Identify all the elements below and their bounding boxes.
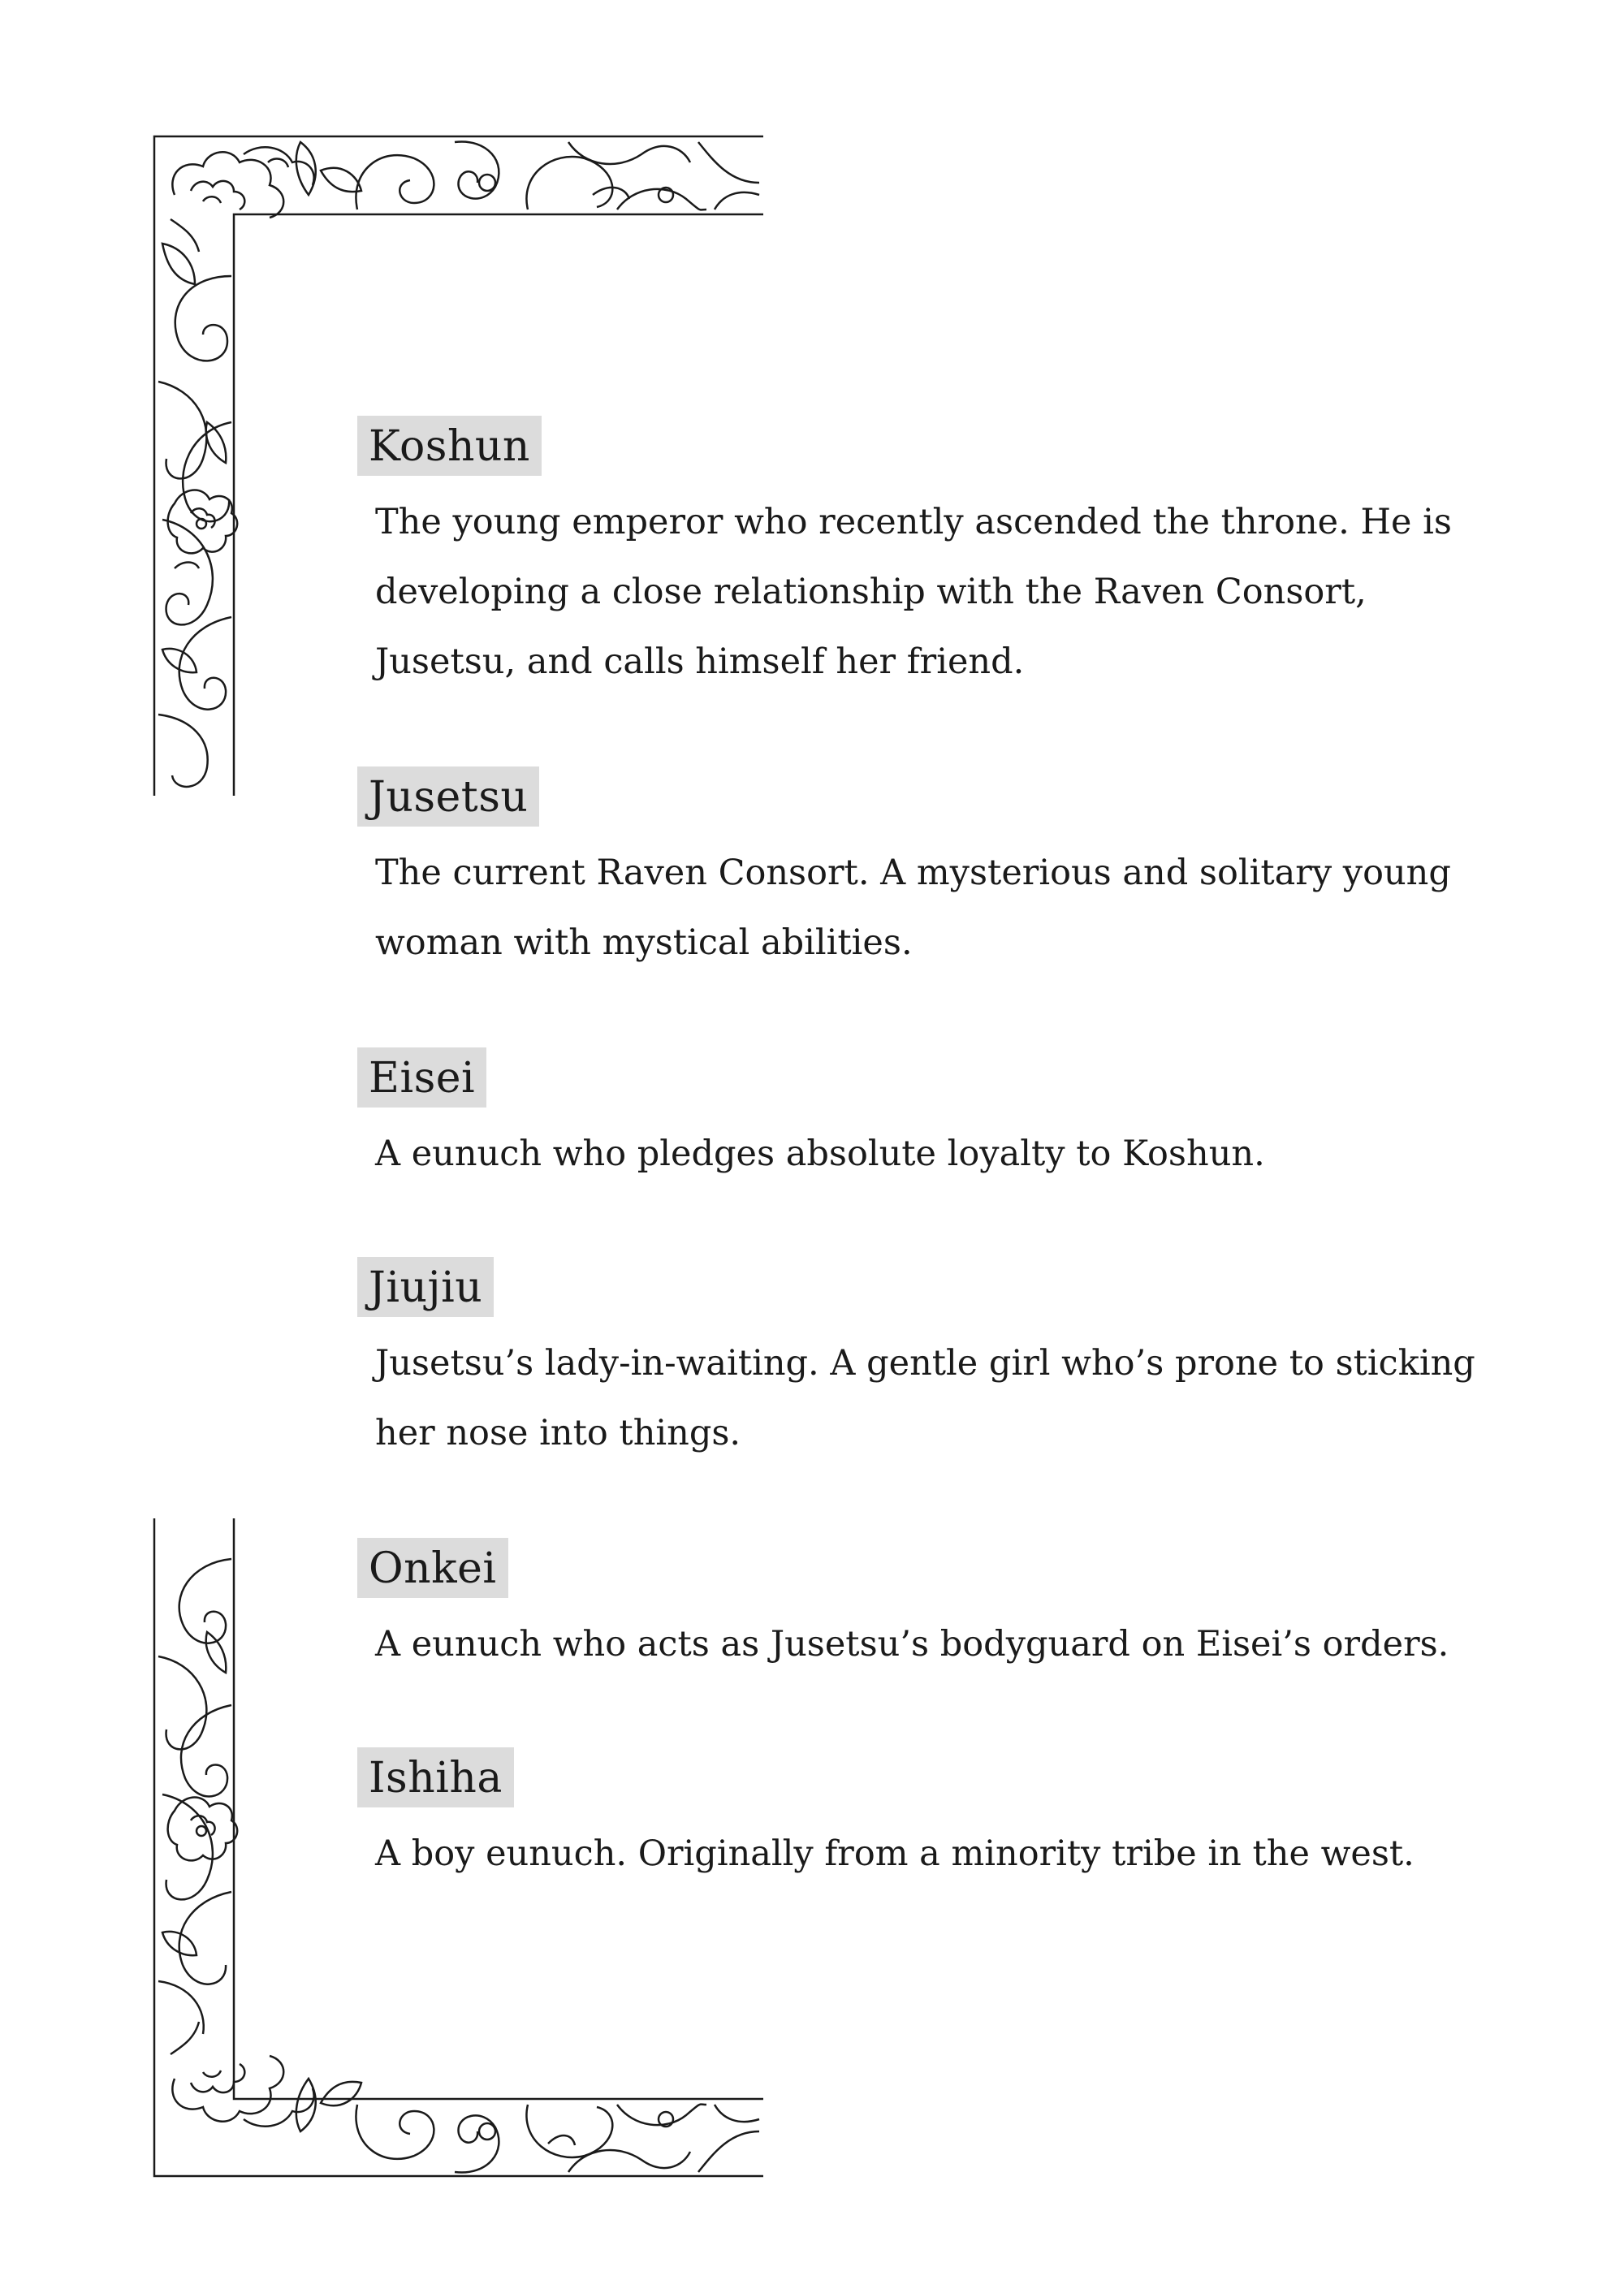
- character-entry-jiujiu: [357, 1257, 1478, 1468]
- character-name: Jiujiu: [357, 1257, 494, 1317]
- character-name: Eisei: [357, 1047, 486, 1108]
- character-entry-koshun: [357, 416, 1478, 697]
- character-entry-ishiha: [357, 1747, 1478, 1889]
- character-name: Onkei: [357, 1538, 508, 1598]
- character-entry-jusetsu: [357, 766, 1478, 978]
- character-description: Jusetsu’s lady-in-waiting. A gentle girl who’s prone to sticking her nose into things.: [375, 1343, 1475, 1453]
- character-description: A eunuch who pledges absolute loyalty to Koshun.: [375, 1134, 1265, 1174]
- character-name: Jusetsu: [357, 766, 539, 827]
- character-description: The current Raven Consort. A mysterious and solitary young woman with mystical abilities.: [375, 853, 1451, 963]
- character-description: A eunuch who acts as Jusetsu’s bodyguard on Eisei’s orders.: [375, 1624, 1449, 1665]
- character-entry-onkei: [357, 1538, 1478, 1679]
- character-entry-eisei: [357, 1047, 1478, 1189]
- character-name: Ishiha: [357, 1747, 514, 1807]
- character-description: The young emperor who recently ascended the throne. He is developing a close relationship with the Raven Consort, Jusetsu, and calls himself her friend.: [375, 502, 1452, 682]
- character-description: A boy eunuch. Originally from a minority tribe in the west.: [375, 1833, 1415, 1874]
- character-name: Koshun: [357, 416, 542, 476]
